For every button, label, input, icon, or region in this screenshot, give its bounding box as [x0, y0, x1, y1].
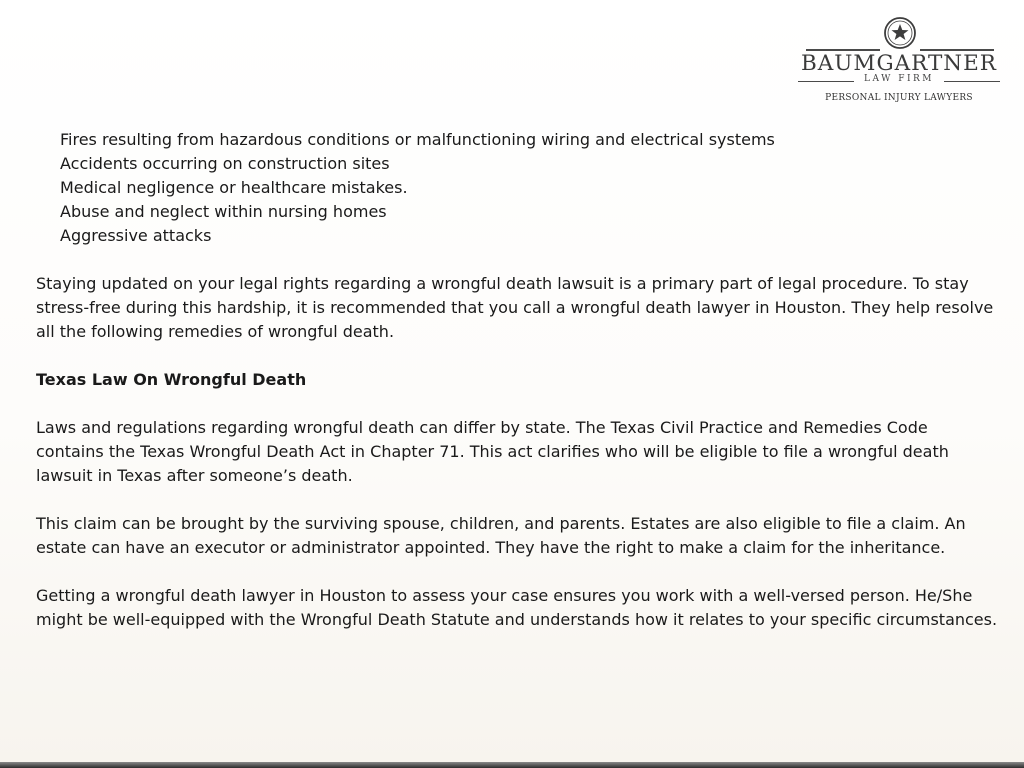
laws-paragraph: Laws and regulations regarding wrongful death can differ by state. The Texas Civil Practice and Remedies Code contains the Texas Wrongful Death Act in Chapter 71. This act clarifies who will be eligible to file a wrongful death lawsuit in Texas after someone’s death.: [36, 418, 949, 485]
list-item: Accidents occurring on construction sites: [60, 154, 390, 173]
star-badge-icon: [883, 16, 917, 50]
section-heading: Texas Law On Wrongful Death: [36, 370, 307, 389]
logo-rule-mid-right: [944, 81, 1000, 82]
intro-paragraph: Staying updated on your legal rights regarding a wrongful death lawsuit is a primary part of legal procedure. To stay stress-free during this hardship, it is recommended that you call a wrongful death lawyer in Houston. They help resolve all the following remedies of wrongful death.: [36, 274, 994, 341]
lawyer-paragraph: Getting a wrongful death lawyer in Houston to assess your case ensures you work with a well-versed person. He/She might be well-equipped with the Wrongful Death Statute and understands how it relates to your specific circumstances.: [36, 586, 998, 629]
list-item: Abuse and neglect within nursing homes: [60, 202, 387, 221]
list-item: Fires resulting from hazardous conditions or malfunctioning wiring and electrical systems: [60, 130, 775, 149]
logo-tagline: PERSONAL INJURY LAWYERS: [825, 93, 973, 103]
document-body: [36, 128, 1000, 656]
firm-logo: [792, 16, 1006, 108]
bullet-list: [36, 128, 1000, 248]
logo-name: BAUMGARTNER: [800, 51, 997, 76]
bottom-divider: [0, 762, 1024, 768]
claim-paragraph: This claim can be brought by the surviving spouse, children, and parents. Estates are also eligible to file a claim. An estate can have an executor or administrator appointed. They have the right to make a claim for the inheritance.: [36, 514, 966, 557]
list-item: Aggressive attacks: [60, 226, 212, 245]
logo-subtitle: LAW FIRM: [863, 74, 934, 84]
list-item: Medical negligence or healthcare mistakes.: [60, 178, 408, 197]
